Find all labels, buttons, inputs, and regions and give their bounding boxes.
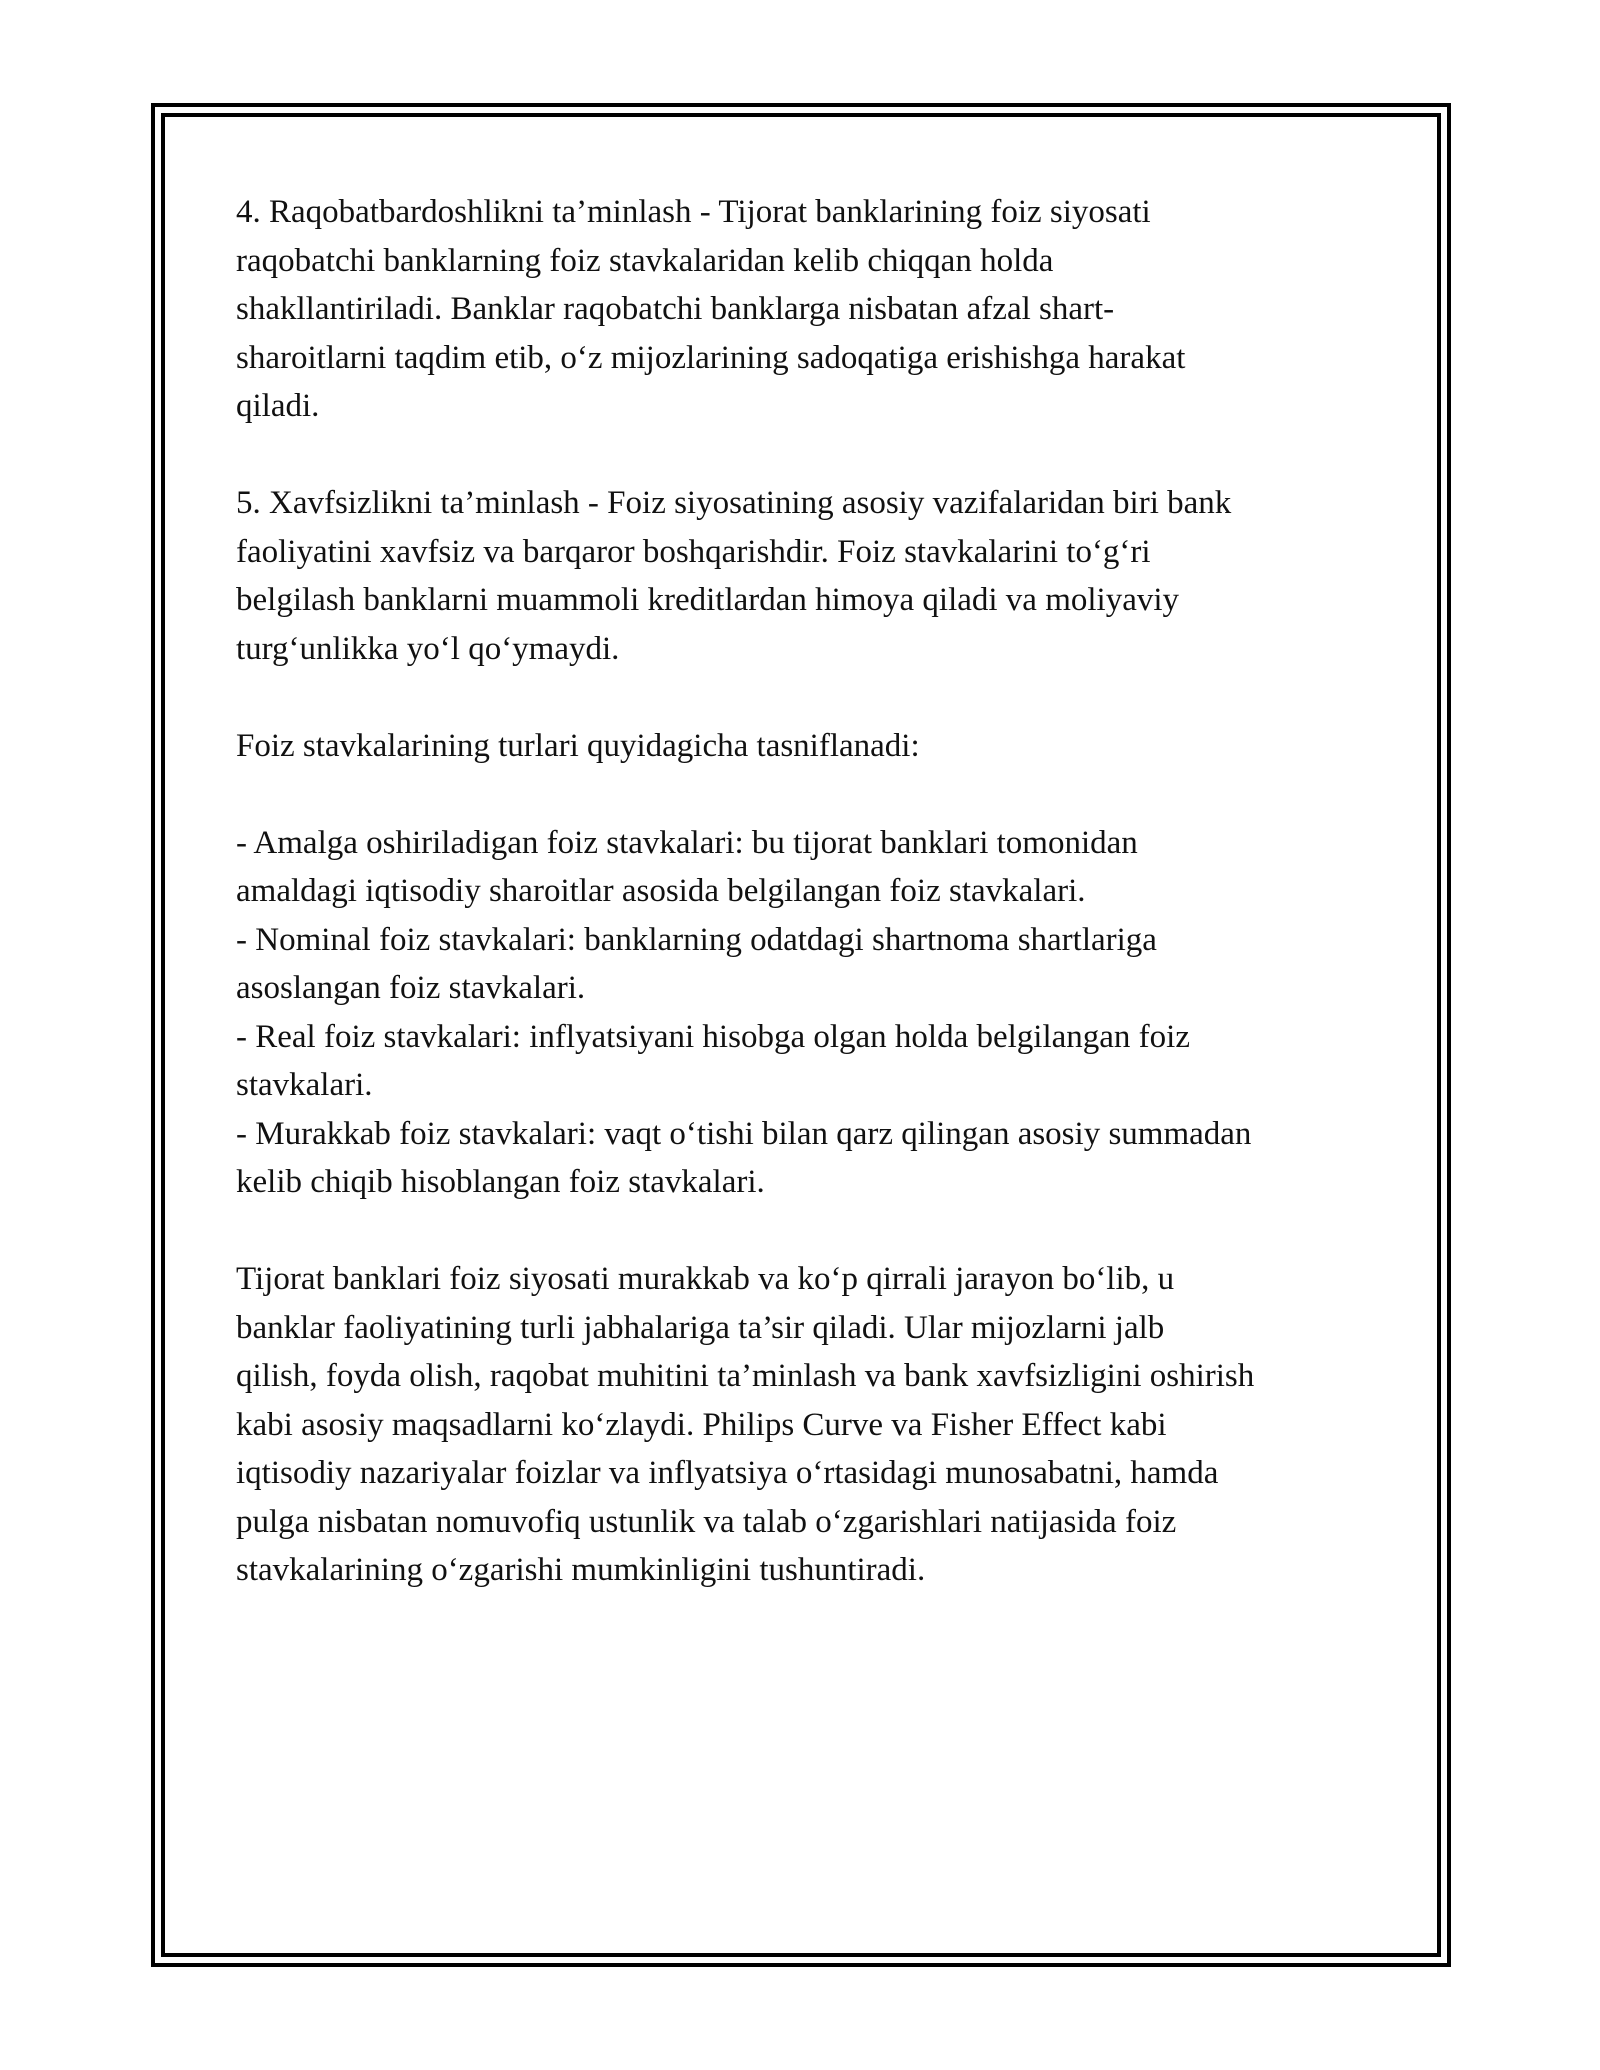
- paragraph-competitiveness: [236, 188, 1386, 431]
- paragraph-conclusion: [236, 1255, 1386, 1595]
- list-item-line: - Amalga oshiriladigan foiz stavkalari: bu tijorat banklari tomonidan: [236, 824, 1138, 861]
- text-line: iqtisodiy nazariyalar foizlar va inflyatsiya o‘rtasidagi munosabatni, hamda: [236, 1455, 1219, 1491]
- text-line: faoliyatini xavfsiz va barqaror boshqarishdir. Foiz stavkalarini to‘g‘ri: [236, 533, 1151, 570]
- text-line: 5. Xavfsizlikni ta’minlash - Foiz siyosatining asosiy vazifalaridan biri bank: [236, 485, 1232, 521]
- document-body: [236, 188, 1386, 1643]
- text-line: Tijorat banklari foiz siyosati murakkab va ko‘p qirrali jarayon bo‘lib, u: [236, 1261, 1175, 1297]
- text-line: Foiz stavkalarining turlari quyidagicha tasniflanadi:: [236, 727, 920, 764]
- text-line: qiladi.: [236, 388, 320, 424]
- list-item-line: amaldagi iqtisodiy sharoitlar asosida belgilangan foiz stavkalari.: [236, 873, 1086, 909]
- text-line: raqobatchi banklarning foiz stavkalaridan kelib chiqqan holda: [236, 242, 1054, 279]
- text-line: banklar faoliyatining turli jabhalariga ta’sir qiladi. Ular mijozlarni jalb: [236, 1309, 1165, 1346]
- text-line: kabi asosiy maqsadlarni ko‘zlaydi. Philips Curve va Fisher Effect kabi: [236, 1406, 1167, 1443]
- paragraph-security: [236, 479, 1386, 673]
- paragraph-rate-types-list: [236, 819, 1386, 1207]
- list-item-line: - Nominal foiz stavkalari: banklarning odatdagi shartnoma shartlariga: [236, 921, 1157, 958]
- list-item-line: - Real foiz stavkalari: inflyatsiyani hisobga olgan holda belgilangan foiz: [236, 1018, 1190, 1055]
- text-line: pulga nisbatan nomuvofiq ustunlik va talab o‘zgarishlari natijasida foiz: [236, 1503, 1177, 1540]
- list-item-line: asoslangan foiz stavkalari.: [236, 970, 586, 1006]
- text-line: turg‘unlikka yo‘l qo‘ymaydi.: [236, 630, 620, 667]
- list-item-line: - Murakkab foiz stavkalari: vaqt o‘tishi bilan qarz qilingan asosiy summadan: [236, 1115, 1252, 1152]
- paragraph-rate-types-intro: [236, 722, 1386, 771]
- text-line: belgilash banklarni muammoli kreditlardan himoya qiladi va moliyaviy: [236, 582, 1180, 618]
- list-item-line: stavkalari.: [236, 1067, 373, 1103]
- text-line: sharoitlarni taqdim etib, o‘z mijozlarining sadoqatiga erishishga harakat: [236, 339, 1186, 376]
- text-line: 4. Raqobatbardoshlikni ta’minlash - Tijorat banklarining foiz siyosati: [236, 194, 1151, 230]
- list-item-line: kelib chiqib hisoblangan foiz stavkalari.: [236, 1164, 765, 1200]
- text-line: shakllantiriladi. Banklar raqobatchi banklarga nisbatan afzal shart-: [236, 291, 1115, 327]
- text-line: stavkalarining o‘zgarishi mumkinligini tushuntiradi.: [236, 1552, 926, 1588]
- text-line: qilish, foyda olish, raqobat muhitini ta’minlash va bank xavfsizligini oshirish: [236, 1358, 1255, 1394]
